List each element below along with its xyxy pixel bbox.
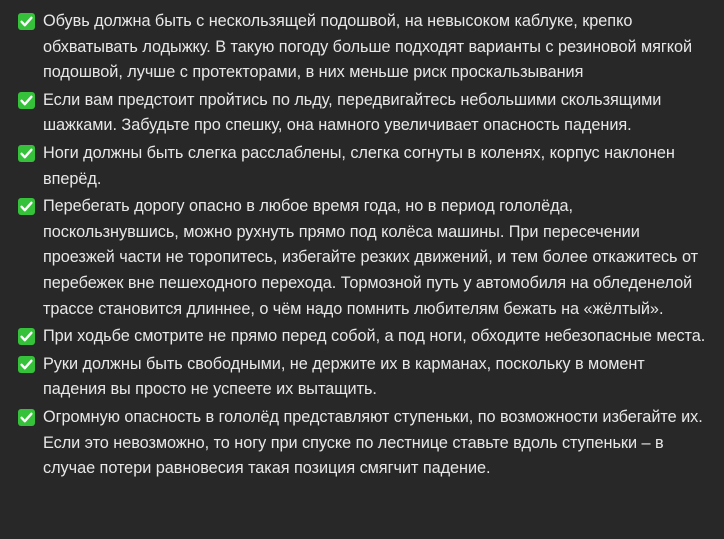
list-item	[18, 9, 710, 86]
list-item-text: Руки должны быть свободными, не держите их в карманах, поскольку в момент падения вы просто не успеете их вытащить.	[43, 354, 645, 399]
list-item	[18, 405, 710, 482]
list-item	[18, 141, 710, 192]
check-mark-icon	[18, 356, 35, 373]
list-item	[18, 352, 710, 403]
check-mark-icon	[18, 198, 35, 215]
list-item-text: Если вам предстоит пройтись по льду, передвигайтесь небольшими скользящими шажками. Забудьте про спешку, она намного увеличивает опасность падения.	[43, 90, 662, 135]
list-item-text: Ноги должны быть слегка расслаблены, слегка согнуты в коленях, корпус наклонен вперёд.	[43, 143, 675, 188]
check-mark-icon	[18, 145, 35, 162]
list-item-text: Огромную опасность в гололёд представляют ступеньки, по возможности избегайте их. Если это невозможно, то ногу при спуске по лестнице ставьте вдоль ступеньки – в случае потери равновесия такая позиция смягчит падение.	[43, 407, 703, 478]
list-item	[18, 324, 710, 350]
list-item	[18, 194, 710, 322]
safety-tips-list	[18, 9, 710, 482]
list-item-text: При ходьбе смотрите не прямо перед собой, а под ноги, обходите небезопасные места.	[43, 327, 706, 346]
list-item	[18, 88, 710, 139]
check-mark-icon	[18, 13, 35, 30]
check-mark-icon	[18, 409, 35, 426]
check-mark-icon	[18, 328, 35, 345]
list-item-text: Перебегать дорогу опасно в любое время года, но в период гололёда, поскользнувшись, можно рухнуть прямо под колёса машины. При пересечении проезжей части не торопитесь, избегайте резких движений, и тем более откажитесь от перебежек вне пешеходного перехода. Тормозной путь у автомобиля на обледенелой трассе становится длиннее, о чём надо помнить любителям бежать на «жёлтый».	[43, 197, 699, 318]
list-item-text: Обувь должна быть с нескользящей подошвой, на невысоком каблуке, крепко обхватывать лодыжку. В такую погоду больше подходят варианты с резиновой мягкой подошвой, лучше с протекторами, в них меньше риск проскальзывания	[43, 12, 693, 82]
check-mark-icon	[18, 92, 35, 109]
